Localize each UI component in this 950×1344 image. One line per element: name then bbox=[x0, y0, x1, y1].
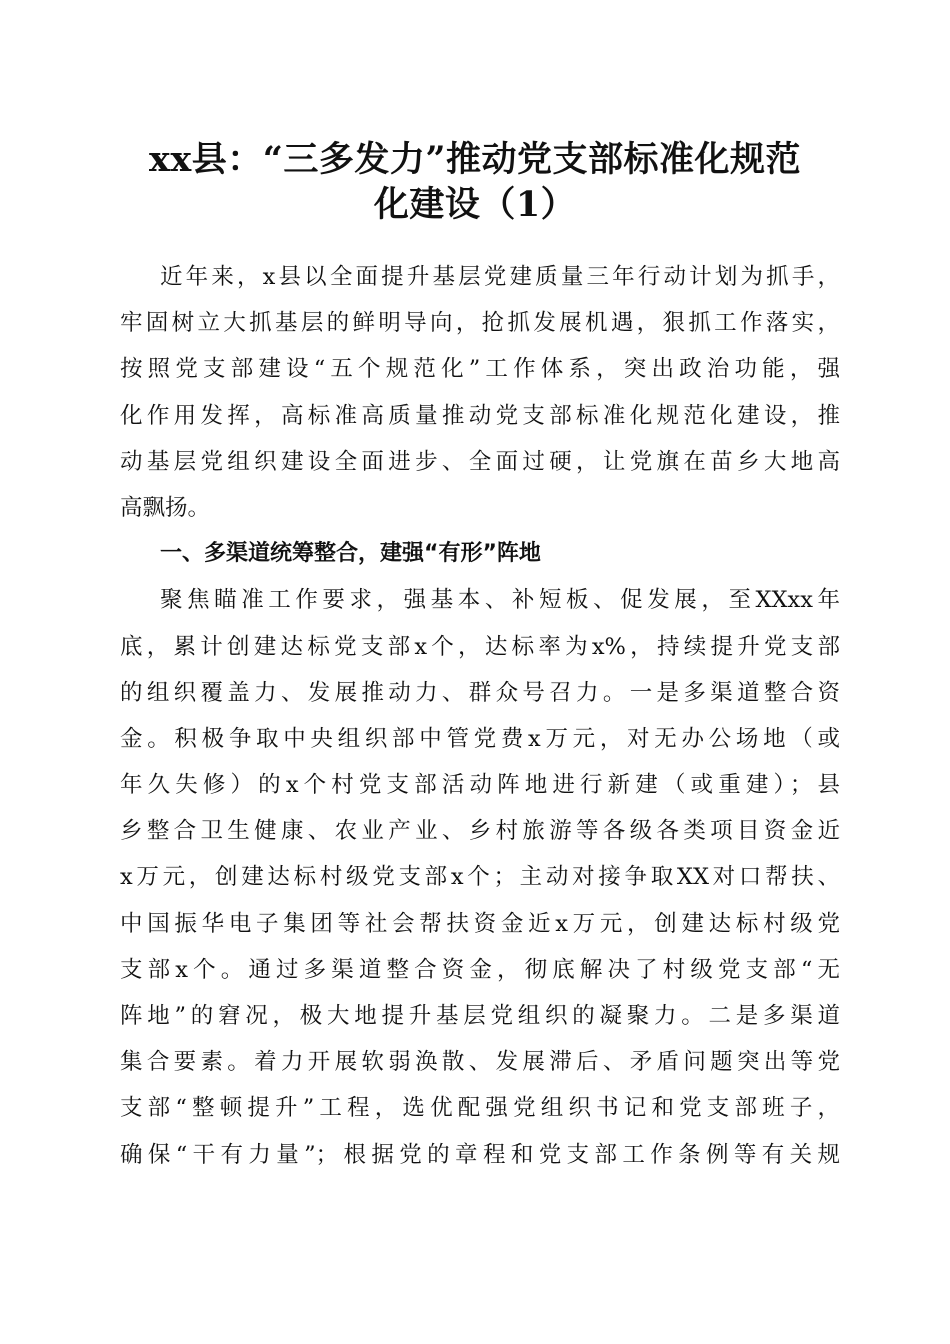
paragraph-line: 动基层党组织建设全面进步、全面过硬，让党旗在苗乡大地高 bbox=[120, 448, 840, 475]
document-body bbox=[120, 254, 840, 1178]
paragraph-line: 年久失修）的x个村党支部活动阵地进行新建（或重建）；县 bbox=[120, 772, 840, 799]
intro-paragraph bbox=[120, 254, 840, 531]
paragraph-line: 中国振华电子集团等社会帮扶资金近x万元，创建达标村级党 bbox=[120, 910, 840, 937]
paragraph-line: 高飘扬。 bbox=[120, 494, 211, 521]
paragraph-line: 底，累计创建达标党支部x个，达标率为x%，持续提升党支部 bbox=[120, 633, 840, 660]
document-title bbox=[100, 137, 850, 227]
paragraph-line: 金。积极争取中央组织部中管党费x万元，对无办公场地（或 bbox=[120, 725, 840, 752]
paragraph-line: 聚焦瞄准工作要求，强基本、补短板、促发展，至XXxx年 bbox=[160, 587, 840, 614]
paragraph-line: 阵地”的窘况，极大地提升基层党组织的凝聚力。二是多渠道 bbox=[120, 1003, 840, 1029]
paragraph-line: 近年来，x县以全面提升基层党建质量三年行动计划为抓手， bbox=[160, 264, 840, 290]
paragraph-line: x万元，创建达标村级党支部x个；主动对接争取XX对口帮扶、 bbox=[120, 864, 840, 891]
title-line: 化建设（1） bbox=[373, 184, 577, 225]
paragraph-line: 按照党支部建设“五个规范化”工作体系，突出政治功能，强 bbox=[120, 356, 840, 383]
paragraph-line: 化作用发挥，高标准高质量推动党支部标准化规范化建设，推 bbox=[120, 402, 840, 429]
paragraph-line: 支部x个。通过多渠道整合资金，彻底解决了村级党支部“无 bbox=[120, 956, 840, 983]
paragraph-line: 乡整合卫生健康、农业产业、乡村旅游等各级各类项目资金近 bbox=[120, 818, 840, 845]
paragraph-line: 支部“整顿提升”工程，选优配强党组织书记和党支部班子， bbox=[120, 1095, 840, 1122]
paragraph-line: 的组织覆盖力、发展推动力、群众号召力。一是多渠道整合资 bbox=[120, 679, 840, 706]
title-line: xx县：“三多发力”推动党支部标准化规范 bbox=[149, 139, 801, 180]
section-paragraph bbox=[120, 577, 840, 1177]
paragraph-line: 牢固树立大抓基层的鲜明导向，抢抓发展机遇，狠抓工作落实， bbox=[120, 310, 840, 337]
paragraph-line: 确保“干有力量”；根据党的章程和党支部工作条例等有关规 bbox=[120, 1141, 840, 1168]
paragraph-line: 集合要素。着力开展软弱涣散、发展滞后、矛盾问题突出等党 bbox=[120, 1049, 840, 1076]
section-heading: 一、多渠道统筹整合，建强“有形”阵地 bbox=[160, 541, 541, 567]
